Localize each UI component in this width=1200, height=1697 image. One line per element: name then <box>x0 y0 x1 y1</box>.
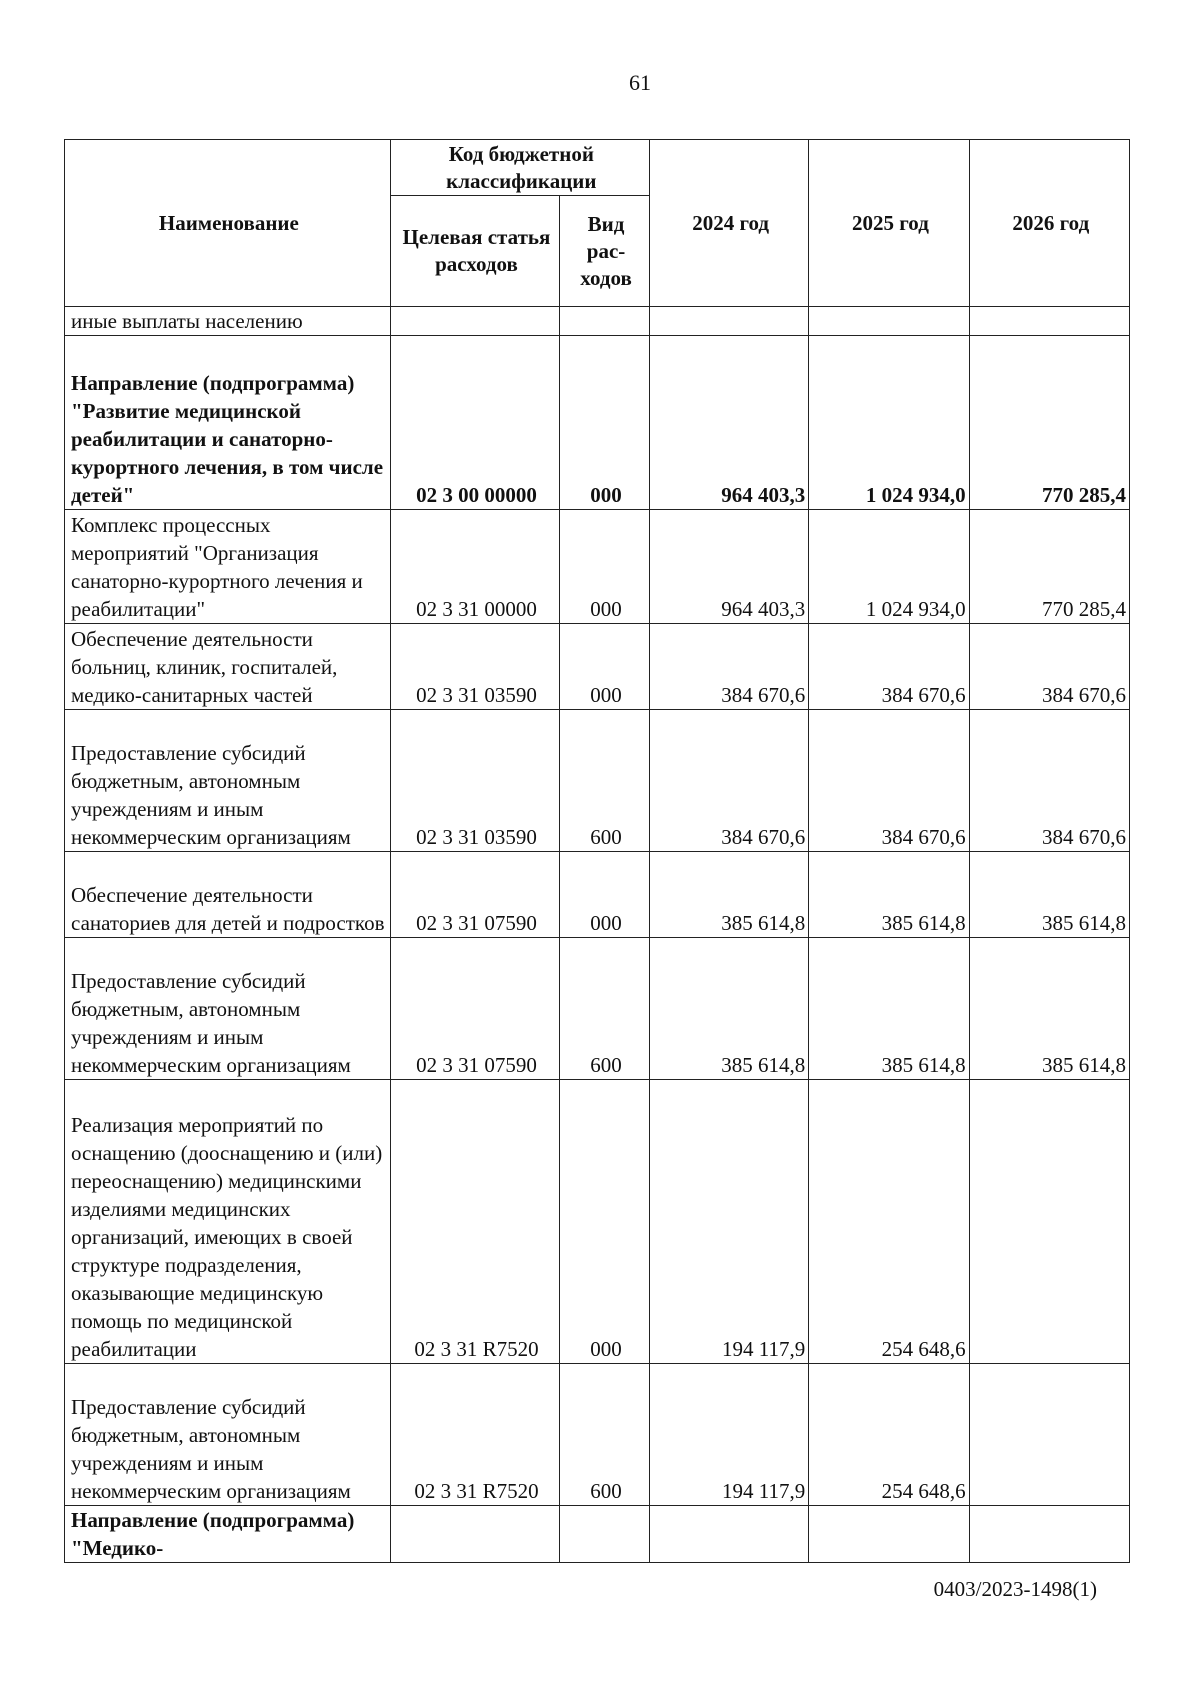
row-value-2026 <box>969 1080 1129 1364</box>
row-expense-kind: 600 <box>560 938 650 1080</box>
row-value-2026: 770 285,4 <box>969 336 1129 510</box>
document-code: 0403/2023-1498(1) <box>933 1577 1097 1601</box>
row-target-code: 02 3 31 03590 <box>390 624 559 710</box>
row-expense-kind: 000 <box>560 624 650 710</box>
row-value-2025: 254 648,6 <box>809 1080 969 1364</box>
row-target-code: 02 3 31 R7520 <box>390 1364 559 1506</box>
row-value-2025: 385 614,8 <box>809 852 969 938</box>
row-name: Обеспечение деятельности санаториев для детей и подростков <box>65 852 391 938</box>
page-number: 61 <box>629 70 651 95</box>
row-value-2025 <box>809 1506 969 1563</box>
row-expense-kind: 600 <box>560 710 650 852</box>
table-row <box>65 938 1130 1080</box>
table-row <box>65 1364 1130 1506</box>
row-target-code: 02 3 31 07590 <box>390 852 559 938</box>
header-code-group: Код бюджетной классификации <box>390 140 649 196</box>
row-value-2026 <box>969 307 1129 336</box>
row-name: Реализация мероприятий по оснащению (дооснащению и (или) переоснащению) медицинскими изделиями медицинских организаций, имеющих в своей структуре подразделения, оказывающие медицинскую помощь по медицинской реабилитации <box>65 1080 391 1364</box>
row-value-2026: 384 670,6 <box>969 710 1129 852</box>
row-name: Предоставление субсидий бюджетным, автономным учреждениям и иным некоммерческим организациям <box>65 938 391 1080</box>
row-name: Предоставление субсидий бюджетным, автономным учреждениям и иным некоммерческим организациям <box>65 1364 391 1506</box>
row-expense-kind: 000 <box>560 510 650 624</box>
row-value-2024: 194 117,9 <box>649 1080 808 1364</box>
row-value-2026 <box>969 1364 1129 1506</box>
row-name: Обеспечение деятельности больниц, клиник, госпиталей, медико-санитарных частей <box>65 624 391 710</box>
row-target-code: 02 3 00 00000 <box>390 336 559 510</box>
header-2025: 2025 год <box>809 140 969 307</box>
row-value-2024: 385 614,8 <box>649 852 808 938</box>
row-value-2026: 770 285,4 <box>969 510 1129 624</box>
row-target-code <box>390 307 559 336</box>
row-target-code: 02 3 31 07590 <box>390 938 559 1080</box>
row-value-2025: 1 024 934,0 <box>809 336 969 510</box>
row-value-2024: 964 403,3 <box>649 510 808 624</box>
row-value-2026: 384 670,6 <box>969 624 1129 710</box>
row-expense-kind: 600 <box>560 1364 650 1506</box>
row-value-2025: 1 024 934,0 <box>809 510 969 624</box>
row-name: Направление (подпрограмма) "Развитие медицинской реабилитации и санаторно-курортного лечения, в том числе детей" <box>65 336 391 510</box>
table-row <box>65 1080 1130 1364</box>
row-value-2024 <box>649 1506 808 1563</box>
row-value-2024: 384 670,6 <box>649 710 808 852</box>
table-row <box>65 307 1130 336</box>
row-target-code: 02 3 31 00000 <box>390 510 559 624</box>
row-name: Комплекс процессных мероприятий "Организация санаторно-курортного лечения и реабилитации" <box>65 510 391 624</box>
row-name: Направление (подпрограмма) "Медико- <box>65 1506 391 1563</box>
row-value-2025: 254 648,6 <box>809 1364 969 1506</box>
table-row <box>65 336 1130 510</box>
row-expense-kind: 000 <box>560 852 650 938</box>
row-value-2025: 385 614,8 <box>809 938 969 1080</box>
header-name: Наименование <box>65 140 391 307</box>
header-target: Целевая статья расходов <box>390 196 559 307</box>
row-expense-kind: 000 <box>560 336 650 510</box>
table-row <box>65 710 1130 852</box>
row-value-2026: 385 614,8 <box>969 938 1129 1080</box>
row-target-code <box>390 1506 559 1563</box>
table-row <box>65 510 1130 624</box>
row-name: иные выплаты населению <box>65 307 391 336</box>
header-kind: Вид рас-ходов <box>560 196 650 307</box>
table-row <box>65 852 1130 938</box>
table-row <box>65 624 1130 710</box>
row-expense-kind: 000 <box>560 1080 650 1364</box>
row-value-2024 <box>649 307 808 336</box>
row-value-2024: 194 117,9 <box>649 1364 808 1506</box>
row-expense-kind <box>560 1506 650 1563</box>
row-value-2025 <box>809 307 969 336</box>
row-target-code: 02 3 31 03590 <box>390 710 559 852</box>
row-value-2026 <box>969 1506 1129 1563</box>
header-2026: 2026 год <box>969 140 1129 307</box>
row-value-2024: 385 614,8 <box>649 938 808 1080</box>
row-name: Предоставление субсидий бюджетным, автономным учреждениям и иным некоммерческим организациям <box>65 710 391 852</box>
row-value-2025: 384 670,6 <box>809 624 969 710</box>
row-target-code: 02 3 31 R7520 <box>390 1080 559 1364</box>
row-value-2024: 384 670,6 <box>649 624 808 710</box>
table-row <box>65 1506 1130 1563</box>
budget-table <box>64 139 1130 1563</box>
row-value-2026: 385 614,8 <box>969 852 1129 938</box>
row-expense-kind <box>560 307 650 336</box>
row-value-2024: 964 403,3 <box>649 336 808 510</box>
header-2024: 2024 год <box>649 140 808 307</box>
row-value-2025: 384 670,6 <box>809 710 969 852</box>
